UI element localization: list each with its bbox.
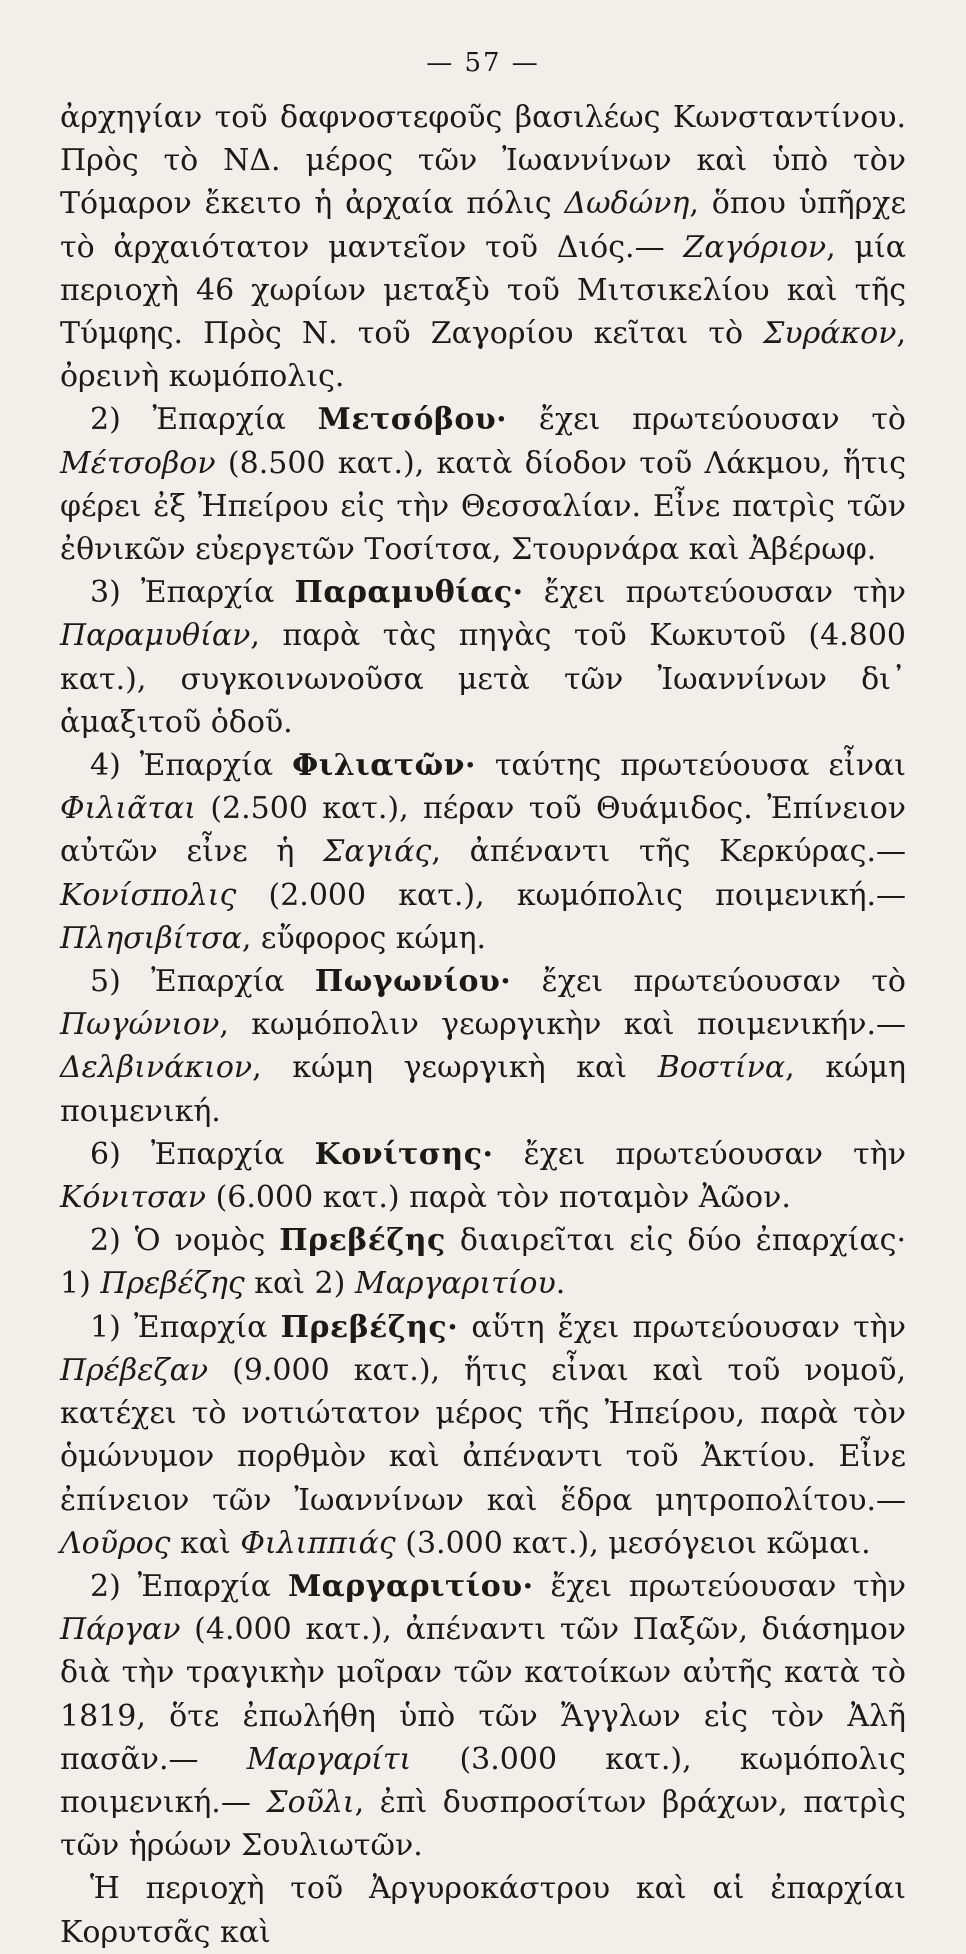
paragraph xyxy=(60,398,906,571)
text-run: 6) Ἐπαρχία xyxy=(90,1136,315,1172)
place-name: Πάργαν xyxy=(60,1612,181,1648)
place-name: Φιλιππιάς xyxy=(240,1525,396,1561)
place-name: Βοστίνα xyxy=(657,1050,786,1086)
text-run: 2) Ἐπαρχία xyxy=(90,1568,288,1604)
place-name: Παραμυθίαν xyxy=(60,618,251,654)
place-name: Πλησιβίτσα xyxy=(60,920,242,956)
text-run: (3.000 κατ.), κωμόπολις ποιμενική.— xyxy=(60,1741,906,1820)
text-run: ἔχει πρωτεύουσαν τὴν xyxy=(533,1568,906,1604)
text-run: ἔχει πρωτεύουσαν τὴν xyxy=(493,1136,906,1172)
heading-term: Φιλιατῶν· xyxy=(292,748,476,784)
page-number: — 57 — xyxy=(426,48,540,78)
text-run: Ἡ περιοχὴ τοῦ Ἀργυροκάστρου καὶ αἱ ἐπαρχίαι Κορυτσᾶς καὶ xyxy=(60,1871,906,1950)
place-name: Πωγώνιον xyxy=(60,1007,220,1043)
text-run: 1) Ἐπαρχία xyxy=(90,1309,281,1345)
text-run: . xyxy=(555,1266,566,1302)
heading-term: Πρεβέζης xyxy=(279,1223,446,1259)
paragraph xyxy=(60,1219,906,1305)
place-name: Πρεβέζης xyxy=(100,1266,245,1302)
text-run: διαιρεῖται εἰς δύο ἐπαρχίας· 1) xyxy=(60,1223,906,1302)
paragraph xyxy=(60,960,906,1133)
paragraph xyxy=(60,571,906,744)
text-run: (4.000 κατ.), ἀπέναντι τῶν Παξῶν, διάσημον διὰ τὴν τραγικὴν μοῖραν τῶν κατοίκων αὐτῆς κατὰ τὸ 1819, ὅτε ἐπωλήθη ὑπὸ τῶν Ἄγγλων εἰς τὸν Ἀλῆ πασᾶν.— xyxy=(60,1612,906,1777)
paragraph xyxy=(60,1565,906,1867)
place-name: Σοῦλι xyxy=(266,1784,355,1820)
text-run: ἀρχηγίαν τοῦ δαφνοστεφοῦς βασιλέως Κωνσταντίνου. Πρὸς τὸ ΝΔ. μέρος τῶν Ἰωαννίνων καὶ ὑπὸ τὸν Τόμαρον ἔκειτο ἡ ἀρχαία πόλις xyxy=(60,100,906,222)
heading-term: Μαργαριτίου· xyxy=(287,1568,534,1604)
page-body xyxy=(60,96,906,1954)
place-name: Σαγιάς xyxy=(323,834,432,870)
paragraph xyxy=(60,1133,906,1219)
text-run: , παρὰ τὰς πηγὰς τοῦ Κωκυτοῦ (4.800 κατ.), συγκοινωνοῦσα μετὰ τῶν Ἰωαννίνων δι᾽ ἁμαξιτοῦ ὁδοῦ. xyxy=(60,618,906,740)
text-run: , ἀπέναντι τῆς Κερκύρας.— xyxy=(431,834,906,870)
place-name: Συράκον xyxy=(763,316,897,352)
text-run: (2.000 κατ.), κωμόπολις ποιμενική.— xyxy=(236,877,906,913)
place-name: Μαργαριτίου xyxy=(354,1266,556,1302)
text-run: , μία περιοχὴ 46 χωρίων μεταξὺ τοῦ Μιτσικελίου καὶ τῆς Τύμφης. Πρὸς Ν. τοῦ Ζαγορίου κεῖται τὸ xyxy=(60,229,907,352)
paragraph xyxy=(60,1867,906,1953)
place-name: Ζαγόριον xyxy=(683,229,827,265)
text-run: καὶ xyxy=(170,1525,241,1561)
text-run: 3) Ἐπαρχία xyxy=(90,575,295,611)
place-name: Πρέβεζαν xyxy=(60,1352,209,1388)
text-run: (9.000 κατ.), ἥτις εἶναι καὶ τοῦ νομοῦ, κατέχει τὸ νοτιώτατον μέρος τῆς Ἠπείρου, παρὰ τὸν ὁμώνυμον πορθμὸν καὶ ἀπέναντι τοῦ Ἀκτίου. Εἶνε ἐπίνειον τῶν Ἰωαννίνων καὶ ἕδρα μητροπολίτου.— xyxy=(60,1352,906,1518)
text-run: , ἐπὶ δυσπροσίτων βράχων, πατρὶς τῶν ἡρώων Σουλιωτῶν. xyxy=(60,1784,906,1864)
text-run: ἔχει πρωτεύουσαν τὸ xyxy=(507,402,906,438)
place-name: Δωδώνη xyxy=(564,186,690,222)
heading-term: Μετσόβου· xyxy=(317,402,508,438)
text-run: (8.500 κατ.), κατὰ δίοδον τοῦ Λάκμου, ἥτις φέρει ἐξ Ἠπείρου εἰς τὴν Θεσσαλίαν. Εἶνε πατρὶς τῶν ἐθνικῶν εὐεργετῶν Τοσίτσα, Στουρνάρα καὶ Ἀβέρωφ. xyxy=(60,445,906,568)
text-run: 4) Ἐπαρχία xyxy=(90,748,293,784)
text-run: , κώμη γεωργικὴ καὶ xyxy=(252,1050,658,1086)
place-name: Κονίσπολις xyxy=(60,877,237,913)
text-run: 2) Ἐπαρχία xyxy=(90,402,318,438)
text-run: καὶ 2) xyxy=(244,1266,355,1302)
place-name: Δελβινάκιον xyxy=(60,1050,253,1086)
text-run: αὕτη ἔχει πρωτεύουσαν τὴν xyxy=(458,1309,906,1345)
text-run: ἔχει πρωτεύουσαν τὸ xyxy=(511,964,906,1000)
heading-term: Παραμυθίας· xyxy=(294,575,524,611)
text-run: ταύτης πρωτεύουσα εἶναι xyxy=(475,748,906,784)
place-name: Κόνιτσαν xyxy=(60,1180,207,1216)
text-run: , ὀρεινὴ κωμόπολις. xyxy=(60,316,906,395)
text-run: , κωμόπολιν γεωργικὴν καὶ ποιμενικήν.— xyxy=(219,1007,906,1043)
paragraph xyxy=(60,1306,906,1565)
text-run: 5) Ἐπαρχία xyxy=(90,964,315,1000)
heading-term: Κονίτσης· xyxy=(314,1136,494,1172)
heading-term: Πρεβέζης· xyxy=(280,1309,459,1345)
text-run: , κώμη ποιμενική. xyxy=(60,1050,907,1129)
place-name: Μέτσοβον xyxy=(60,445,216,481)
text-run: (2.500 κατ.), πέραν τοῦ Θυάμιδος. Ἐπίνειον αὐτῶν εἶνε ἡ xyxy=(60,791,906,870)
text-run: , ὅπου ὑπῆρχε τὸ ἀρχαιότατον μαντεῖον τοῦ Διός.— xyxy=(60,186,906,265)
paragraph xyxy=(60,96,906,398)
text-run: (3.000 κατ.), μεσόγειοι κῶμαι. xyxy=(395,1525,871,1561)
place-name: Λοῦρος xyxy=(60,1525,171,1561)
place-name: Μαργαρίτι xyxy=(246,1741,412,1777)
text-run: 2) Ὁ νομὸς xyxy=(90,1223,280,1259)
text-run: ἔχει πρωτεύουσαν τὴν xyxy=(523,575,906,611)
paragraph xyxy=(60,744,906,960)
text-run: (6.000 κατ.) παρὰ τὸν ποταμὸν Ἀῶον. xyxy=(206,1180,791,1216)
heading-term: Πωγωνίου· xyxy=(314,964,512,1000)
place-name: Φιλιᾶται xyxy=(60,791,197,827)
text-run: , εὔφορος κώμη. xyxy=(241,920,487,956)
